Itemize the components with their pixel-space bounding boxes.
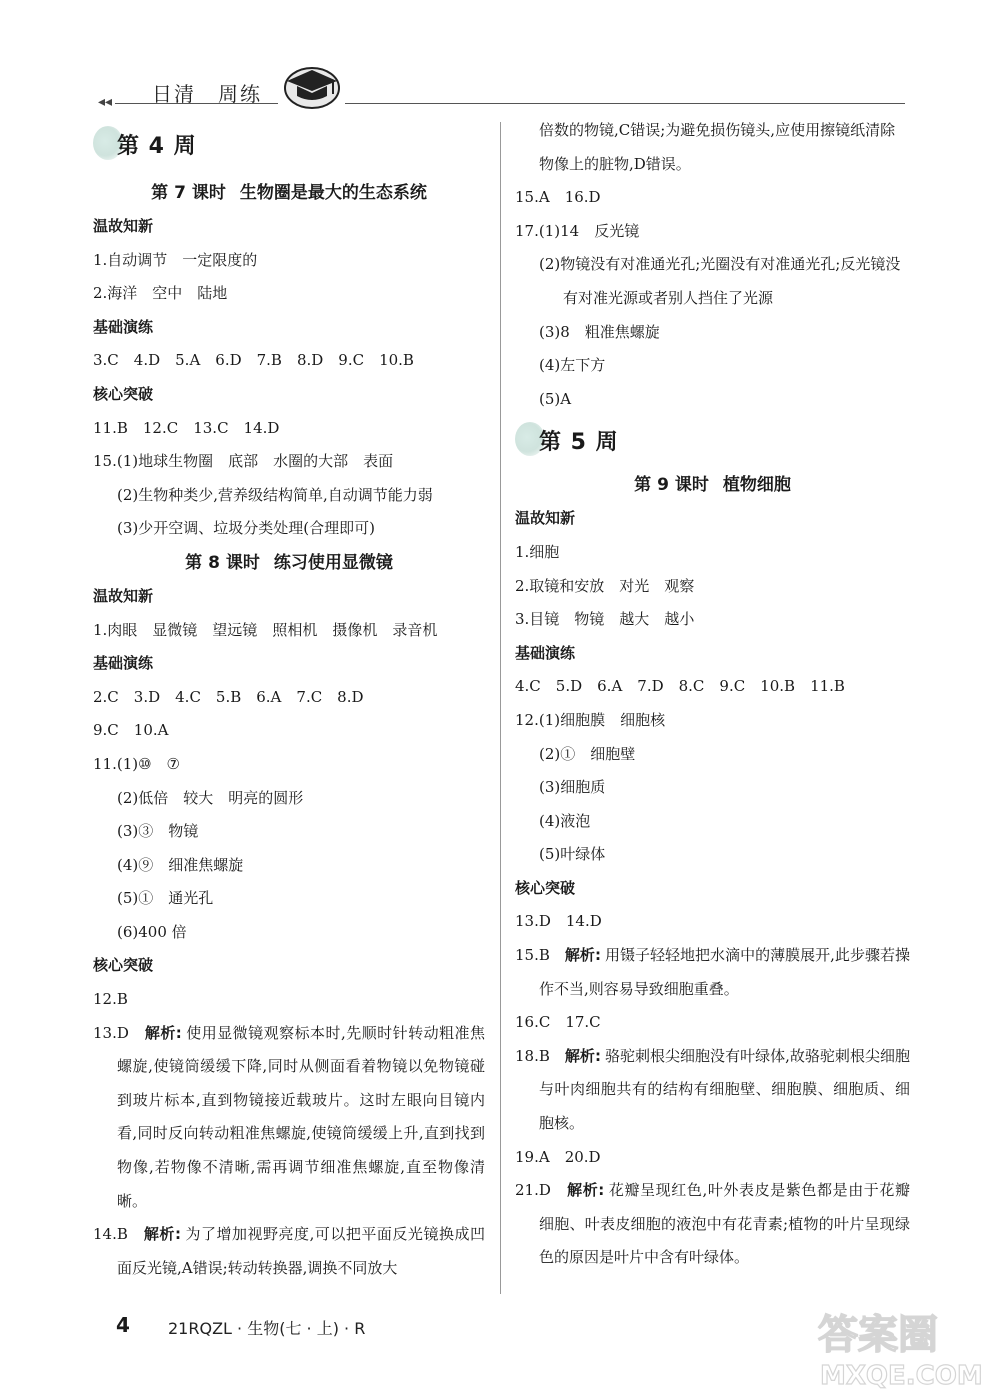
answer-number: 18.B: [515, 1046, 550, 1065]
answer-line: (5)A: [539, 389, 572, 408]
analysis-text: 骆驼刺根尖细胞没有叶绿体,故骆驼刺根尖细胞与叶肉细胞共有的结构有细胞壁、细胞膜、细胞质、细胞核。: [539, 1046, 910, 1133]
answer-line: 15.(1)地球生物圈 底部 水圈的大部 表面: [93, 452, 394, 471]
section-title: 基础演练: [93, 654, 154, 673]
answer-line: 1.自动调节 一定限度的: [93, 250, 258, 269]
answer-number: 13.D: [93, 1023, 129, 1042]
header-title: 日清 周练: [152, 82, 262, 106]
section-title: 基础演练: [515, 643, 576, 662]
explained-answer: [515, 1174, 910, 1275]
answer-line: (5)① 通光孔: [117, 889, 214, 908]
section-title: 核心突破: [93, 956, 154, 975]
answer-line: 2.海洋 空中 陆地: [93, 284, 228, 303]
lesson-heading: [515, 468, 910, 502]
column-divider: [500, 122, 501, 1294]
answer-line: 2.C 3.D 4.C 5.B 6.A 7.C 8.D: [93, 687, 364, 706]
answer-line: 1.细胞: [515, 542, 560, 561]
answer-line: (6)400 倍: [117, 922, 187, 941]
section-title: 核心突破: [93, 384, 154, 403]
answer-line: 12.B: [93, 990, 128, 1009]
section-title: 基础演练: [93, 317, 154, 336]
analysis-label: 解析:: [143, 1225, 181, 1244]
lesson-heading: [93, 176, 485, 210]
header-arrow-icon: ◂◂: [98, 94, 113, 110]
answer-line: 11.(1)⑩ ⑦: [93, 754, 180, 773]
answer-line: (3)8 粗准焦螺旋: [539, 322, 660, 341]
answer-line: 4.C 5.D 6.A 7.D 8.C 9.C 10.B 11.B: [515, 677, 845, 696]
answer-line: (4)液泡: [539, 811, 591, 830]
lesson-number: 第 8 课时: [185, 552, 260, 573]
answer-line: (4)⑨ 细准焦螺旋: [117, 855, 244, 874]
answer-line: 11.B 12.C 13.C 14.D: [93, 418, 280, 437]
section-title: 温故知新: [93, 586, 154, 605]
explained-answer: [93, 1218, 485, 1285]
graduation-cap-icon: [283, 62, 341, 110]
answer-line: 2.取镜和安放 对光 观察: [515, 576, 695, 595]
explained-answer: [515, 1040, 910, 1141]
answer-line: 12.(1)细胞膜 细胞核: [515, 710, 666, 729]
page-footer: [0, 1300, 1000, 1392]
answer-line: 17.(1)14 反光镜: [515, 221, 640, 240]
answer-line: (4)左下方: [539, 356, 606, 375]
answer-line: 15.A 16.D: [515, 188, 601, 207]
week-title: 第 4 周: [117, 133, 197, 159]
explained-answer: [93, 1017, 485, 1219]
analysis-text: 花瓣呈现红色,叶外表皮是紫色都是由于花瓣细胞、叶表皮细胞的液泡中有花青素;植物的叶片呈现绿色的原因是叶片中含有叶绿体。: [539, 1181, 910, 1267]
lesson-number: 第 9 课时: [634, 475, 709, 496]
answer-line: (2)低倍 较大 明亮的圆形: [117, 788, 304, 807]
right-column: [515, 114, 910, 1275]
answer-line: 3.C 4.D 5.A 6.D 7.B 8.D 9.C 10.B: [93, 351, 414, 370]
answer-line: (2)物镜没有对准通光孔;光圈没有对准通光孔;反光镜没有对准光源或者别人挡住了光源: [539, 255, 901, 307]
answer-line: (2)生物种类少,营养级结构简单,自动调节能力弱: [117, 485, 433, 504]
lesson-number: 第 7 课时: [151, 183, 226, 203]
section-title: 温故知新: [93, 217, 154, 235]
explained-answer: [515, 939, 910, 1006]
page-number: 4: [116, 1313, 130, 1337]
answer-number: 15.B: [515, 946, 550, 965]
analysis-label: 解析:: [564, 1046, 601, 1065]
section-title: 温故知新: [515, 509, 576, 528]
answer-continuation: 倍数的物镜,C错误;为避免损伤镜头,应使用擦镜纸清除物像上的脏物,D错误。: [539, 121, 896, 173]
answer-line: 1.肉眼 显微镜 望远镜 照相机 摄像机 录音机: [93, 620, 438, 639]
answer-number: 14.B: [93, 1225, 128, 1244]
page-header: [0, 0, 1000, 120]
answer-line: 13.D 14.D: [515, 912, 602, 931]
lesson-name: 植物细胞: [722, 475, 791, 496]
answer-line: (3)细胞质: [539, 778, 606, 797]
answer-line: (3)少开空调、垃圾分类处理(合理即可): [117, 519, 375, 538]
analysis-text: 使用显微镜观察标本时,先顺时针转动粗准焦螺旋,使镜筒缓缓下降,同时从侧面看着物镜以免物镜碰到玻片标本,直到物镜接近载玻片。这时左眼向目镜内看,同时反向转动粗准焦螺旋,使镜筒缓缓上升,直到找到物像,若物像不清晰,需再调节细准焦螺旋,直至物像清晰。: [117, 1023, 485, 1210]
answer-line: 16.C 17.C: [515, 1013, 601, 1032]
svg-text:MXQE.COM: MXQE.COM: [820, 1361, 983, 1390]
book-series-code: 21RQZL · 生物(七 · 上) · R: [168, 1319, 366, 1338]
week-title: 第 5 周: [539, 429, 619, 455]
section-title: 核心突破: [515, 878, 576, 897]
watermark-logo-icon: [808, 1300, 988, 1390]
analysis-text: 为了增加视野亮度,可以把平面反光镜换成凹面反光镜,A错误;转动转换器,调换不同放大: [117, 1225, 485, 1277]
analysis-text: 用镊子轻轻地把水滴中的薄膜展开,此步骤若操作不当,则容易导致细胞重叠。: [539, 946, 910, 998]
answer-line: (3)③ 物镜: [117, 822, 199, 841]
answer-line: (2)① 细胞壁: [539, 744, 636, 763]
lesson-name: 练习使用显微镜: [273, 552, 393, 573]
answer-line: 19.A 20.D: [515, 1147, 601, 1166]
answer-line: 9.C 10.A: [93, 721, 169, 740]
analysis-label: 解析:: [567, 1181, 605, 1200]
left-column: [93, 120, 485, 1285]
week-heading: [93, 120, 485, 168]
svg-text:答案圈: 答案圈: [818, 1312, 938, 1358]
analysis-label: 解析:: [564, 946, 601, 965]
header-rule-right: [345, 103, 905, 104]
answer-number: 21.D: [515, 1181, 551, 1200]
lesson-name: 生物圈是最大的生态系统: [239, 183, 427, 203]
answer-line: (5)叶绿体: [539, 845, 606, 864]
analysis-label: 解析:: [144, 1023, 182, 1042]
week-heading: [515, 416, 910, 464]
lesson-heading: [93, 546, 485, 580]
answer-line: 3.目镜 物镜 越大 越小: [515, 610, 695, 629]
